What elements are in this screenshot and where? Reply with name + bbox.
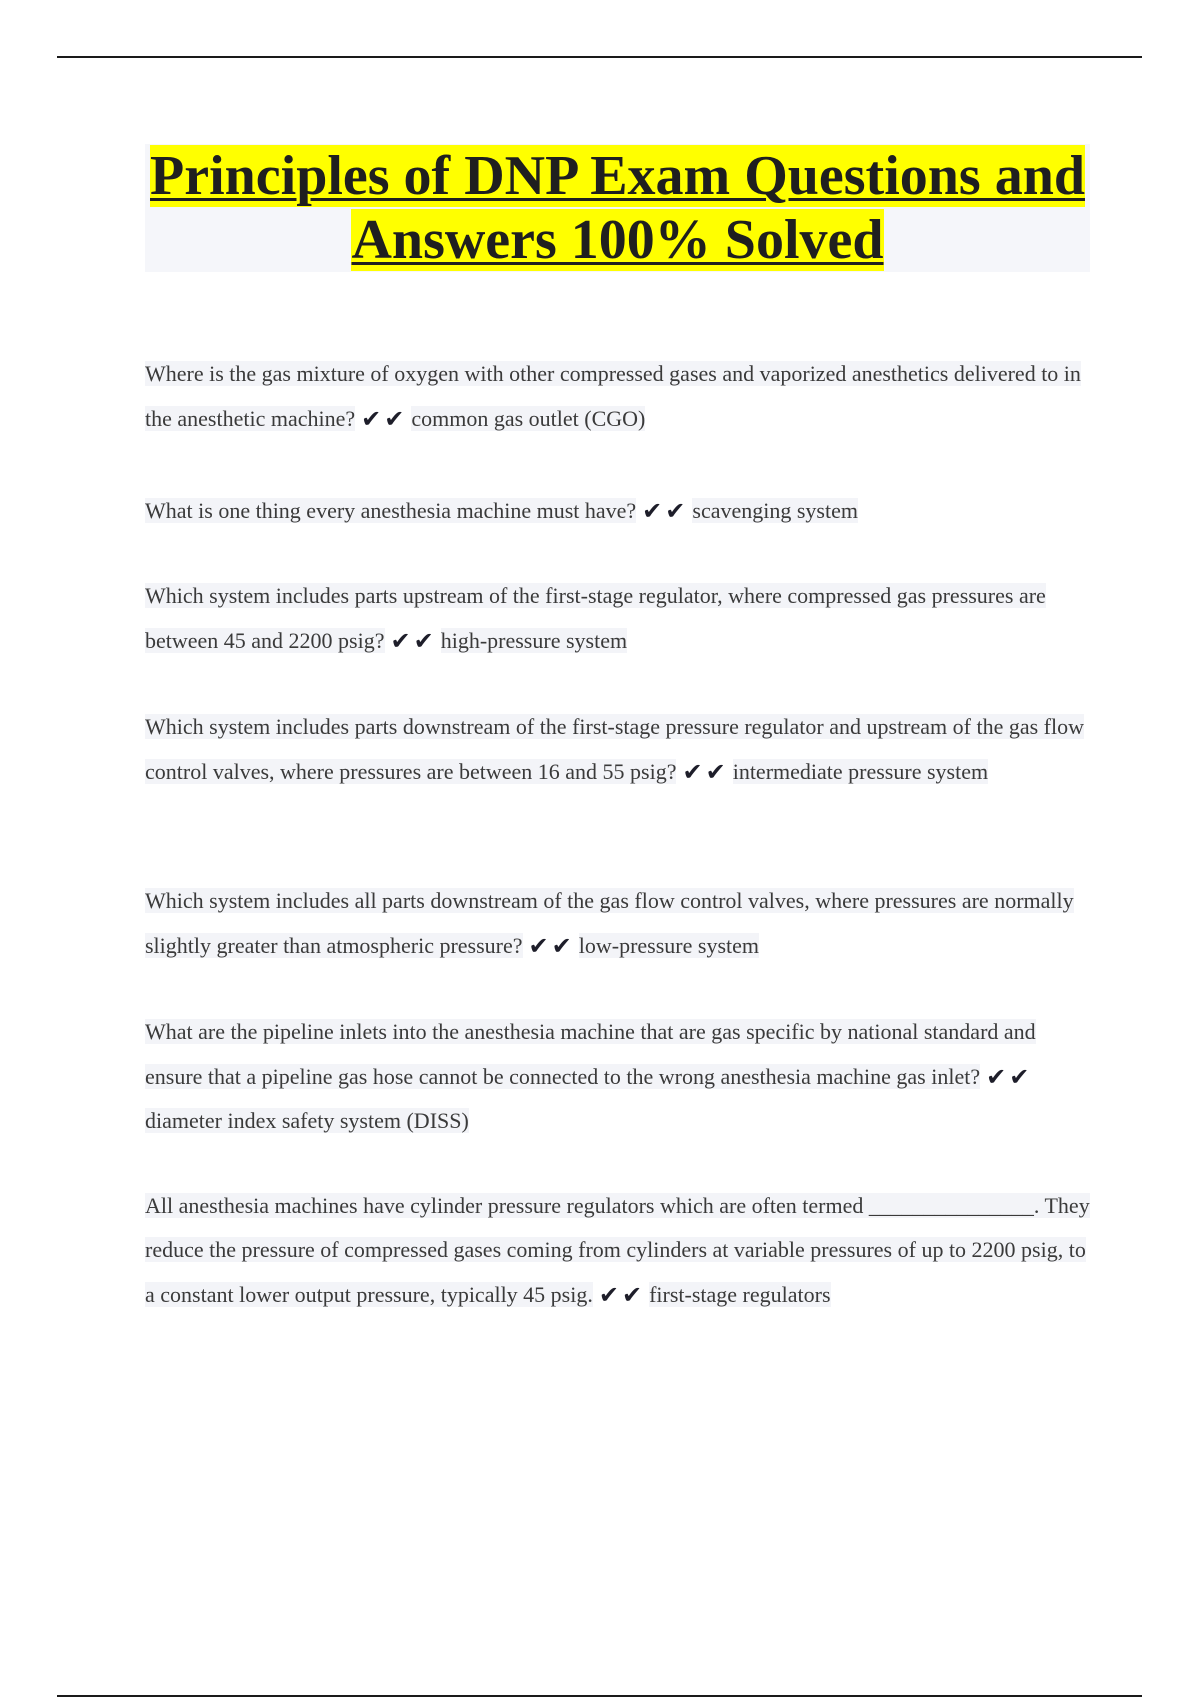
qa-item-1 xyxy=(145,352,1090,441)
answer-text: common gas outlet (CGO) xyxy=(411,406,646,431)
question-text: Which system includes parts upstream of the first-stage regulator, where compressed gas pressures are between 45 and 2200 psig? xyxy=(145,583,1046,653)
title-line-2: Answers 100% Solved xyxy=(351,209,884,271)
qa-item-6 xyxy=(145,1010,1090,1143)
double-check-icon: ✔ ✔ xyxy=(361,405,405,433)
answer-text: scavenging system xyxy=(692,498,858,523)
answer-text: high-pressure system xyxy=(440,628,628,653)
question-text: Where is the gas mixture of oxygen with other compressed gases and vaporized anesthetics delivered to in the anesthetic machine? xyxy=(145,361,1081,431)
qa-item-5 xyxy=(145,879,1090,968)
answer-text: low-pressure system xyxy=(578,933,760,958)
double-check-icon: ✔ ✔ xyxy=(986,1063,1030,1091)
question-text: What are the pipeline inlets into the anesthesia machine that are gas specific by national standard and ensure that a pipeline gas hose cannot be connected to the wrong anesthesia machine gas inlet? xyxy=(145,1019,1036,1089)
qa-item-4 xyxy=(145,705,1090,794)
footer-rule xyxy=(57,1695,1142,1697)
double-check-icon: ✔ ✔ xyxy=(390,627,434,655)
answer-text: intermediate pressure system xyxy=(732,759,989,784)
question-text: Which system includes all parts downstream of the gas flow control valves, where pressures are normally slightly greater than atmospheric pressure? xyxy=(145,888,1074,958)
question-text: All anesthesia machines have cylinder pressure regulators which are often termed _______________. They reduce the pressure of compressed gases coming from cylinders at variable pressures of up to 2200 psig, to a constant lower output pressure, typically 45 psig. xyxy=(145,1193,1090,1307)
double-check-icon: ✔ ✔ xyxy=(682,758,726,786)
double-check-icon: ✔ ✔ xyxy=(642,497,686,525)
question-text: What is one thing every anesthesia machine must have? xyxy=(145,498,637,523)
qa-item-3 xyxy=(145,574,1090,663)
double-check-icon: ✔ ✔ xyxy=(528,932,572,960)
answer-text: first-stage regulators xyxy=(649,1282,831,1307)
double-check-icon: ✔ ✔ xyxy=(598,1281,643,1309)
header-rule xyxy=(57,56,1142,58)
qa-item-7 xyxy=(145,1184,1090,1317)
qa-item-2 xyxy=(145,488,1090,533)
question-text: Which system includes parts downstream of the first-stage pressure regulator and upstream of the gas flow control valves, where pressures are between 16 and 55 psig? xyxy=(145,714,1085,784)
title-line-1: Principles of DNP Exam Questions and xyxy=(150,145,1085,207)
document-title xyxy=(145,144,1090,272)
answer-text: diameter index safety system (DISS) xyxy=(145,1108,469,1133)
